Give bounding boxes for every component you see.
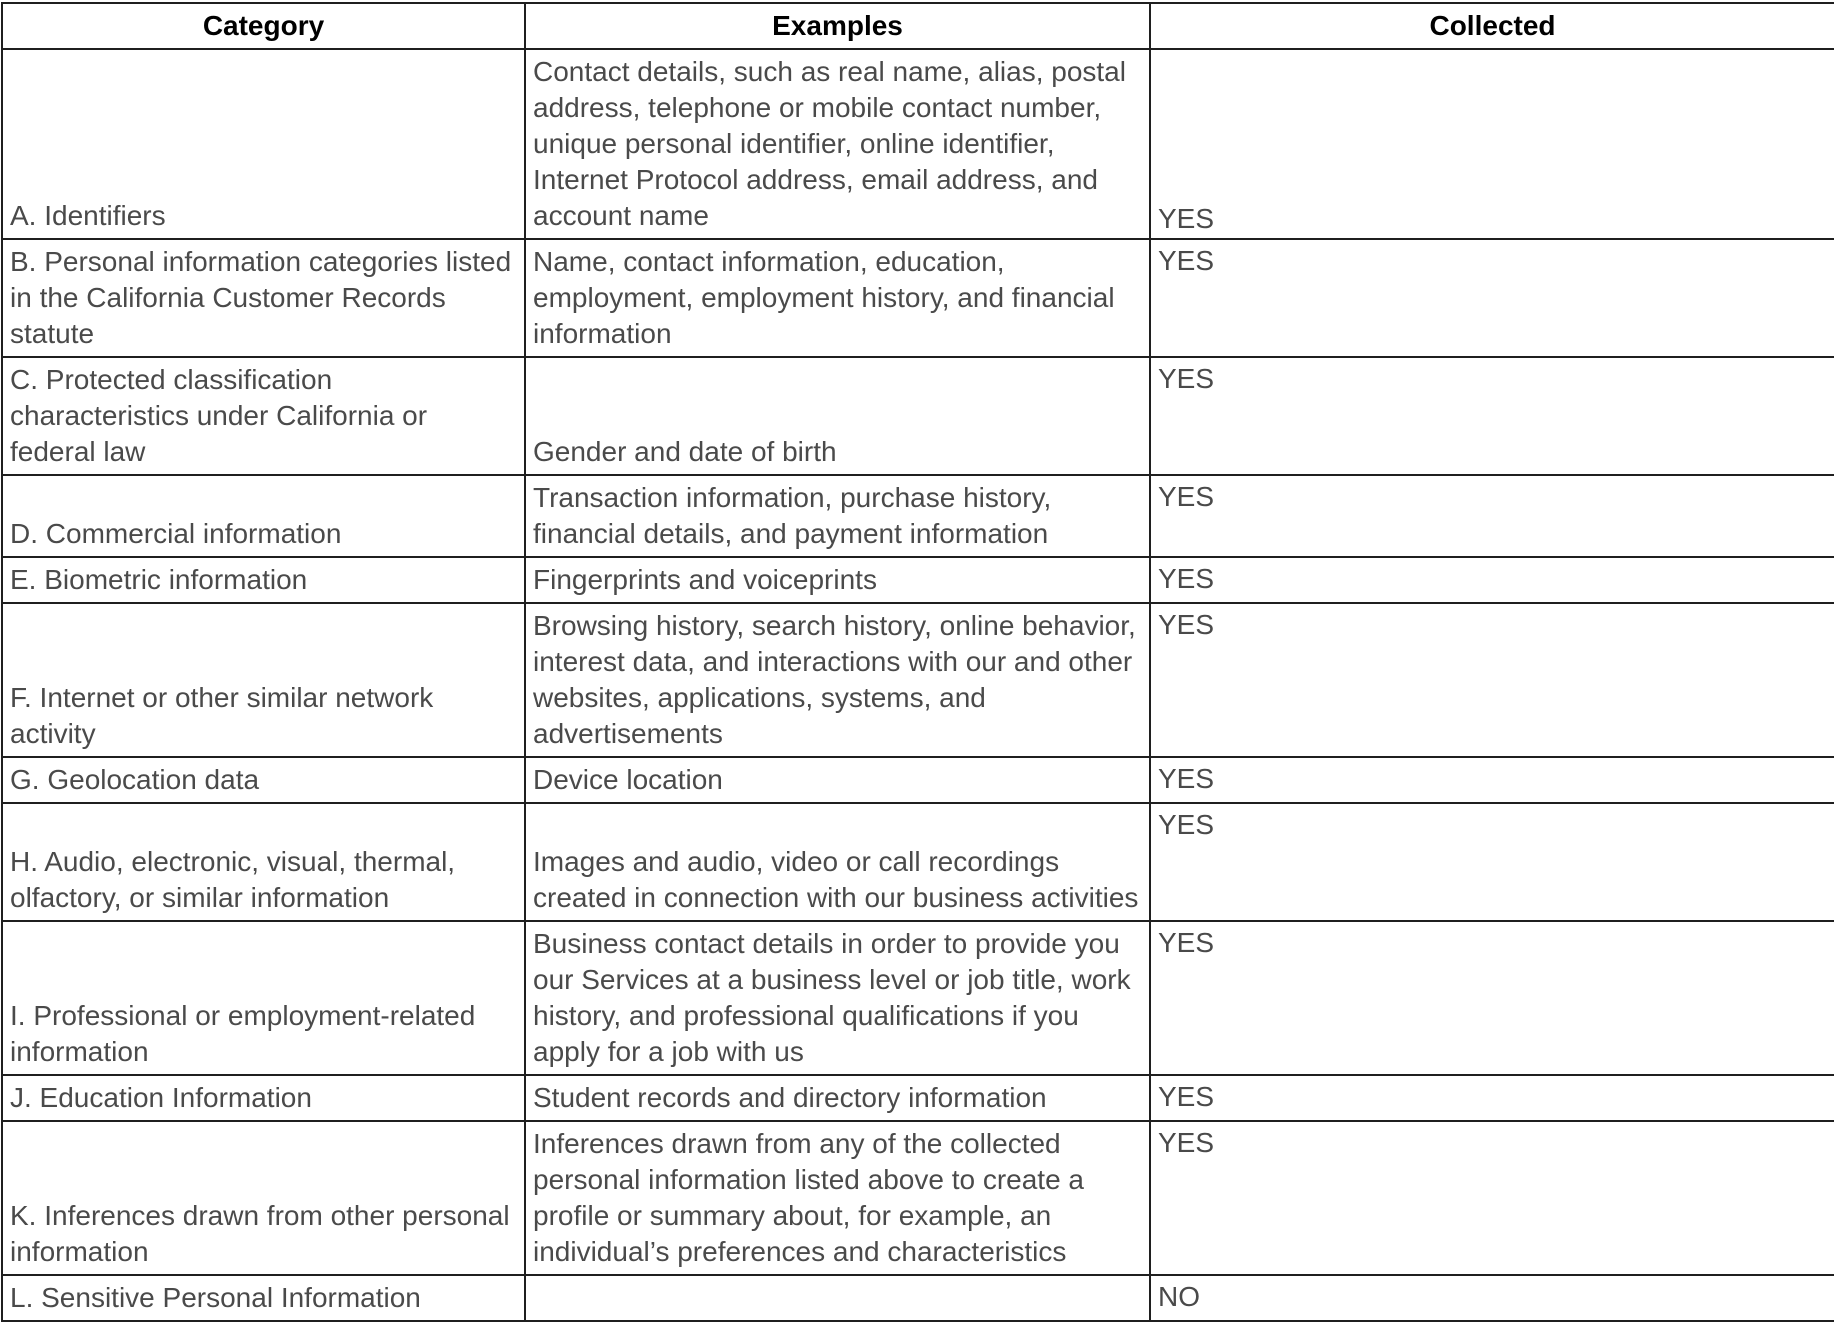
category-cell: J. Education Information bbox=[2, 1075, 525, 1121]
category-cell: E. Biometric information bbox=[2, 557, 525, 603]
table-row bbox=[2, 49, 1834, 239]
examples-cell: Images and audio, video or call recordings created in connection with our business activities bbox=[525, 803, 1150, 921]
category-cell: I. Professional or employment-related information bbox=[2, 921, 525, 1075]
table-row bbox=[2, 1275, 1834, 1321]
examples-cell: Contact details, such as real name, alias, postal address, telephone or mobile contact number, unique personal identifier, online identifier, Internet Protocol address, email address, and account name bbox=[525, 49, 1150, 239]
header-examples: Examples bbox=[525, 3, 1150, 49]
collected-cell: YES bbox=[1150, 357, 1834, 475]
header-category: Category bbox=[2, 3, 525, 49]
category-cell: K. Inferences drawn from other personal information bbox=[2, 1121, 525, 1275]
examples-cell: Browsing history, search history, online behavior, interest data, and interactions with our and other websites, applications, systems, and advertisements bbox=[525, 603, 1150, 757]
table-row bbox=[2, 757, 1834, 803]
personal-information-table bbox=[1, 2, 1834, 1322]
collected-cell: YES bbox=[1150, 239, 1834, 357]
collected-cell: YES bbox=[1150, 921, 1834, 1075]
table-row bbox=[2, 357, 1834, 475]
category-cell: H. Audio, electronic, visual, thermal, olfactory, or similar information bbox=[2, 803, 525, 921]
examples-cell: Gender and date of birth bbox=[525, 357, 1150, 475]
examples-cell: Name, contact information, education, employment, employment history, and financial information bbox=[525, 239, 1150, 357]
collected-cell: YES bbox=[1150, 1121, 1834, 1275]
table-row bbox=[2, 1075, 1834, 1121]
collected-cell: YES bbox=[1150, 603, 1834, 757]
examples-cell: Fingerprints and voiceprints bbox=[525, 557, 1150, 603]
category-cell: L. Sensitive Personal Information bbox=[2, 1275, 525, 1321]
header-row bbox=[2, 3, 1834, 49]
category-cell: B. Personal information categories listed in the California Customer Records statute bbox=[2, 239, 525, 357]
category-cell: C. Protected classification characteristics under California or federal law bbox=[2, 357, 525, 475]
table-row bbox=[2, 239, 1834, 357]
category-cell: A. Identifiers bbox=[2, 49, 525, 239]
collected-cell: YES bbox=[1150, 557, 1834, 603]
examples-cell: Transaction information, purchase history, financial details, and payment information bbox=[525, 475, 1150, 557]
category-cell: G. Geolocation data bbox=[2, 757, 525, 803]
category-cell: F. Internet or other similar network activity bbox=[2, 603, 525, 757]
examples-cell: Inferences drawn from any of the collected personal information listed above to create a profile or summary about, for example, an individual’s preferences and characteristics bbox=[525, 1121, 1150, 1275]
header-collected: Collected bbox=[1150, 3, 1834, 49]
table-row bbox=[2, 557, 1834, 603]
category-cell: D. Commercial information bbox=[2, 475, 525, 557]
table-row bbox=[2, 603, 1834, 757]
examples-cell bbox=[525, 1275, 1150, 1321]
table-row bbox=[2, 1121, 1834, 1275]
collected-cell: YES bbox=[1150, 757, 1834, 803]
collected-cell: YES bbox=[1150, 1075, 1834, 1121]
collected-cell: YES bbox=[1150, 475, 1834, 557]
examples-cell: Student records and directory information bbox=[525, 1075, 1150, 1121]
examples-cell: Business contact details in order to provide you our Services at a business level or job title, work history, and professional qualifications if you apply for a job with us bbox=[525, 921, 1150, 1075]
table-row bbox=[2, 475, 1834, 557]
examples-cell: Device location bbox=[525, 757, 1150, 803]
collected-cell: NO bbox=[1150, 1275, 1834, 1321]
table-row bbox=[2, 803, 1834, 921]
collected-cell: YES bbox=[1150, 803, 1834, 921]
collected-cell: YES bbox=[1150, 49, 1834, 239]
table-row bbox=[2, 921, 1834, 1075]
